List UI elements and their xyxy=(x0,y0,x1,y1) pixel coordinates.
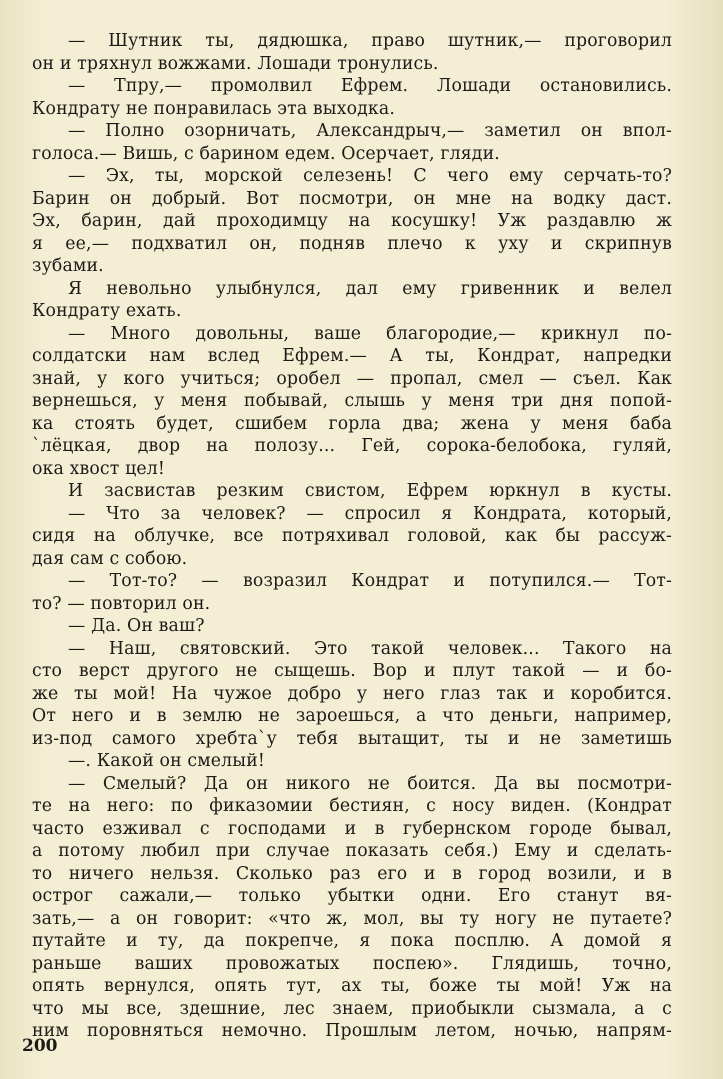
text-line: — Да. Он ваш? xyxy=(68,616,205,636)
text-line: ока хвост цел! xyxy=(32,458,165,479)
text-line: `лёцкая, двор на полозу... Гей, сорока-белобока, гуляй, xyxy=(32,436,672,456)
text-line: часто езживал с господами и в губернском городе бывал, xyxy=(32,818,672,839)
text-line: ним поровняться немочно. Прошлым летом, ночью, напрям- xyxy=(32,1021,672,1041)
text-line: ка стоять будет, сшибем горла два; жена у меня баба xyxy=(32,413,672,434)
text-line: Эх, барин, дай проходимцу на косушку! Уж раздавлю ж xyxy=(32,211,672,231)
text-line: сто верст другого не сыщешь. Вор и плут такой — и бо- xyxy=(32,661,672,681)
text-line: солдатски нам вслед Ефрем.— А ты, Кондрат, напредки xyxy=(32,346,672,366)
page-number: 200 xyxy=(22,1036,58,1056)
text-line: зубами. xyxy=(32,256,104,276)
text-line: — Полно озорничать, Александрыч,— заметил он впол- xyxy=(68,121,672,141)
text-line: И засвистав резким свистом, Ефрем юркнул в кусты. xyxy=(68,481,672,501)
text-line: — Тот-то? — возразил Кондрат и потупился.— Тот- xyxy=(68,571,672,591)
text-line: что мы все, здешние, лес знаем, приобыкли сызмала, а с xyxy=(32,998,672,1019)
text-line: те на него: по фиказомии бестиян, с носу виден. (Кондрат xyxy=(32,796,672,816)
text-line: острог сажали,— только убытки одни. Его станут вя- xyxy=(32,886,672,906)
text-line: Кондрату не понравилась эта выходка. xyxy=(32,98,395,119)
text-line: — Тпру,— промолвил Ефрем. Лошади остановились. xyxy=(68,76,672,96)
body-text xyxy=(32,30,672,1043)
text-line: а потому любил при случае показать себя.) Ему и сделать- xyxy=(32,841,672,861)
text-line: дая сам с собою. xyxy=(32,548,188,569)
text-line: из-под самого хребта`у тебя вытащит, ты и не заметишь xyxy=(32,728,672,749)
text-line: вернешься, у меня побывай, слышь у меня три дня попой- xyxy=(32,391,672,411)
text-line: — Эх, ты, морской селезень! С чего ему серчать-то? xyxy=(68,166,672,186)
text-line: он и тряхнул вожжами. Лошади тронулись. xyxy=(32,53,439,74)
text-line: сидя на облучке, все потряхивал головой, как бы рассуж- xyxy=(32,526,672,546)
text-line: Я невольно улыбнулся, дал ему гривенник и велел xyxy=(68,278,672,299)
text-line: путайте и ту, да покрепче, я пока посплю. А домой я xyxy=(32,931,672,951)
text-line: — Шутник ты, дядюшка, право шутник,— проговорил xyxy=(68,31,672,51)
text-line: —. Какой он смелый! xyxy=(68,751,265,771)
text-line: — Много довольны, ваше благородие,— крикнул по- xyxy=(68,323,672,344)
text-line: — Что за человек? — спросил я Кондрата, который, xyxy=(68,503,672,524)
text-line: же ты мой! На чужое добро у него глаз так и коробится. xyxy=(32,683,672,704)
text-line: зать,— а он говорит: «что ж, мол, вы ту ногу не путаете? xyxy=(32,908,672,929)
text-line: я ее,— подхватил он, подняв плечо к уху и скрипнув xyxy=(32,233,672,254)
text-line: то? — повторил он. xyxy=(32,593,211,614)
text-line: раньше ваших провожатых поспею». Глядишь, точно, xyxy=(32,953,672,974)
text-line: знай, у кого учиться; оробел — пропал, смел — съел. Как xyxy=(32,368,672,389)
text-line: голоса.— Вишь, с барином едем. Осерчает, гляди. xyxy=(32,143,500,164)
text-line: — Наш, святовский. Это такой человек... Такого на xyxy=(68,638,672,659)
text-line: опять вернулся, опять тут, ах ты, боже ты мой! Уж на xyxy=(32,976,672,996)
text-line: Кондрату ехать. xyxy=(32,301,182,321)
text-line: От него и в землю не зароешься, а что деньги, например, xyxy=(32,706,672,726)
text-line: то ничего нельзя. Сколько раз его и в город возили, и в xyxy=(32,863,672,884)
text-line: — Смелый? Да он никого не боится. Да вы посмотри- xyxy=(68,773,672,794)
text-line: Барин он добрый. Вот посмотри, он мне на водку даст. xyxy=(32,188,672,209)
